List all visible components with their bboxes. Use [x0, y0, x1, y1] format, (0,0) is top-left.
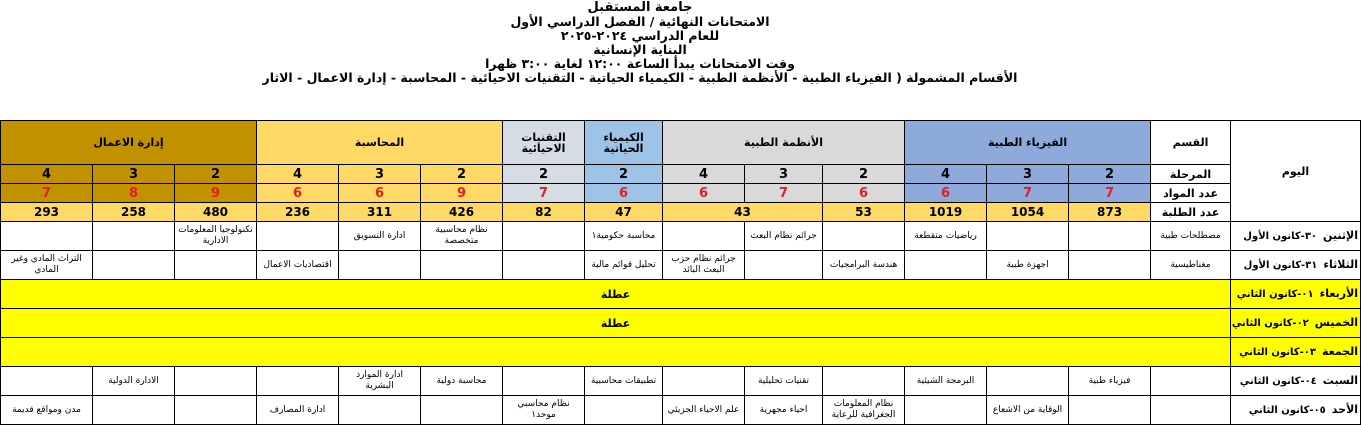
subjects-value: 7	[1, 184, 93, 203]
exam-cell: تقنيات تحليلية	[745, 367, 823, 396]
subjects-value: 6	[339, 184, 421, 203]
department-header: إدارة الاعمال	[1, 121, 257, 165]
department-header: الفيزياء الطبية	[905, 121, 1151, 165]
exam-cell	[93, 222, 175, 251]
day-name: السبت	[1322, 374, 1359, 387]
students-value: 311	[339, 203, 421, 222]
students-value: 236	[257, 203, 339, 222]
subjects-value: 6	[905, 184, 987, 203]
exam-cell: اقتصاديات الاعمال	[257, 251, 339, 280]
day-name: الخميس	[1314, 316, 1359, 329]
exam-cell	[1151, 367, 1231, 396]
exam-cell: جرائم نظام حزب البعث البائد	[663, 251, 745, 280]
stage-value: 2	[823, 165, 905, 184]
holiday-cell	[1, 338, 1231, 367]
exam-cell: البرمجة الشيئية	[905, 367, 987, 396]
header	[0, 0, 1280, 85]
students-value: 480	[175, 203, 257, 222]
subjects-value: 9	[175, 184, 257, 203]
exam-cell: الوقاية من الاشعاع	[987, 396, 1069, 425]
stage-value: 3	[987, 165, 1069, 184]
exam-cell	[93, 396, 175, 425]
students-value: 43	[663, 203, 823, 222]
stage-value: 2	[421, 165, 503, 184]
time-title: وقت الامتحانات يبدأ الساعة ١٢:٠٠ لغاية ٣:٠٠ ظهرا	[485, 56, 795, 71]
stage-label: المرحلة	[1151, 165, 1231, 184]
exam-cell	[339, 251, 421, 280]
day-cell	[1231, 309, 1361, 338]
exam-cell: مصطلحات طبية	[1151, 222, 1231, 251]
exam-cell	[745, 251, 823, 280]
exam-cell: تطبيقات محاسبية	[585, 367, 663, 396]
exam-cell	[339, 396, 421, 425]
students-value: 1054	[987, 203, 1069, 222]
subjects-value: 7	[745, 184, 823, 203]
university-title: جامعة المستقبل	[587, 0, 693, 15]
subjects-label: عدد المواد	[1151, 184, 1231, 203]
stage-value: 4	[905, 165, 987, 184]
exam-cell	[1151, 396, 1231, 425]
exam-cell	[175, 396, 257, 425]
stage-value: 3	[745, 165, 823, 184]
stage-value: 2	[503, 165, 585, 184]
students-value: 1019	[905, 203, 987, 222]
students-label: عدد الطلبة	[1151, 203, 1231, 222]
stage-value: 2	[1069, 165, 1151, 184]
exam-cell: اجهزة طبية	[987, 251, 1069, 280]
subjects-value: 6	[257, 184, 339, 203]
exams-title: الامتحانات النهائية / الفصل الدراسي الأول	[510, 14, 770, 29]
exam-cell: الادارة الدولية	[93, 367, 175, 396]
exam-cell: نظام المعلومات الجغرافية للرعاية	[823, 396, 905, 425]
day-date: ٠١-كانون الثاني	[1236, 289, 1314, 300]
exam-cell	[987, 222, 1069, 251]
stage-value: 4	[257, 165, 339, 184]
exam-cell: رياضيات متقطعة	[905, 222, 987, 251]
exam-cell	[823, 222, 905, 251]
exam-cell: تكنولوجيا المعلومات الادارية	[175, 222, 257, 251]
department-header: الأنظمة الطبية	[663, 121, 905, 165]
day-date: ٣١-كانون الأول	[1243, 260, 1318, 271]
department-label: القسم	[1151, 121, 1231, 165]
exam-cell	[987, 367, 1069, 396]
holiday-cell: عطلة	[1, 309, 1231, 338]
students-value: 293	[1, 203, 93, 222]
departments-title: الأقسام المشمولة ( الفيزياء الطبية - الأنظمة الطبية - الكيمياء الحياتية - التقنيات الاحيائية - المحاسبة - إدارة الاعمال - الاثار	[262, 70, 1018, 85]
day-cell	[1231, 338, 1361, 367]
exam-cell	[1, 222, 93, 251]
stage-value: 2	[585, 165, 663, 184]
day-date: ٣٠-كانون الأول	[1243, 231, 1318, 242]
exam-cell: فيزياء طبية	[1069, 367, 1151, 396]
exam-cell	[93, 251, 175, 280]
day-cell	[1231, 396, 1361, 425]
students-value: 426	[421, 203, 503, 222]
students-value: 47	[585, 203, 663, 222]
day-name: الجمعة	[1321, 345, 1359, 358]
day-name: الأحد	[1331, 403, 1359, 416]
stage-value: 3	[339, 165, 421, 184]
exam-cell	[175, 251, 257, 280]
students-value: 873	[1069, 203, 1151, 222]
exam-cell: ادارة الموارد البشرية	[339, 367, 421, 396]
exam-cell	[503, 251, 585, 280]
day-header: اليوم	[1231, 121, 1361, 222]
day-name: الإثنين	[1323, 229, 1359, 242]
day-name: الأربعاء	[1319, 287, 1359, 300]
exam-cell	[175, 367, 257, 396]
exam-cell: هندسة البرامجيات	[823, 251, 905, 280]
exam-cell	[905, 251, 987, 280]
exam-cell: محاسبة حكومية١	[585, 222, 663, 251]
day-date: ٠٣-كانون الثاني	[1239, 347, 1316, 358]
exam-cell	[1, 367, 93, 396]
subjects-value: 8	[93, 184, 175, 203]
subjects-value: 7	[987, 184, 1069, 203]
exam-cell: مغناطيسية	[1151, 251, 1231, 280]
exam-table	[0, 120, 1359, 425]
exam-cell	[503, 222, 585, 251]
exam-cell	[503, 367, 585, 396]
subjects-value: 6	[823, 184, 905, 203]
exam-cell	[823, 367, 905, 396]
day-cell	[1231, 367, 1361, 396]
exam-cell: نظام محاسبية متخصصة	[421, 222, 503, 251]
department-header: المحاسبة	[257, 121, 503, 165]
subjects-value: 6	[585, 184, 663, 203]
day-cell	[1231, 280, 1361, 309]
students-value: 82	[503, 203, 585, 222]
stage-value: 4	[1, 165, 93, 184]
exam-cell: تحليل قوائم مالية	[585, 251, 663, 280]
exam-cell: مدن ومواقع قديمة	[1, 396, 93, 425]
exam-cell	[257, 367, 339, 396]
department-header: الكيمياء الحياتية	[585, 121, 663, 165]
day-cell	[1231, 222, 1361, 251]
exam-cell: ادارة التسويق	[339, 222, 421, 251]
stage-value: 2	[175, 165, 257, 184]
day-date: ٠٥-كانون الثاني	[1248, 405, 1326, 416]
exam-cell	[257, 222, 339, 251]
exam-cell	[421, 251, 503, 280]
exam-cell: التراث المادي وغير المادي	[1, 251, 93, 280]
day-name: الثلاثاء	[1323, 258, 1359, 271]
exam-cell	[585, 396, 663, 425]
stage-value: 3	[93, 165, 175, 184]
exam-cell	[663, 367, 745, 396]
subjects-value: 9	[421, 184, 503, 203]
holiday-cell: عطلة	[1, 280, 1231, 309]
exam-cell	[1069, 396, 1151, 425]
exam-cell	[1069, 222, 1151, 251]
building-title: البناية الإنسانية	[593, 42, 687, 57]
students-value: 258	[93, 203, 175, 222]
exam-cell: ادارة المصارف	[257, 396, 339, 425]
day-date: ٠٤-كانون الثاني	[1239, 376, 1317, 387]
students-value: 53	[823, 203, 905, 222]
exam-cell: احياء مجهرية	[745, 396, 823, 425]
exam-cell: علم الاحياء الجزيئي	[663, 396, 745, 425]
exam-cell	[1069, 251, 1151, 280]
exam-cell	[421, 396, 503, 425]
stage-value: 4	[663, 165, 745, 184]
subjects-value: 7	[1069, 184, 1151, 203]
subjects-value: 7	[503, 184, 585, 203]
exam-cell	[905, 396, 987, 425]
day-date: ٠٢-كانون الثاني	[1231, 318, 1309, 329]
year-title: للعام الدراسي ٢٠٢٤-٢٠٢٥	[560, 28, 720, 43]
exam-cell: جرائم نظام البعث	[745, 222, 823, 251]
subjects-value: 6	[663, 184, 745, 203]
day-cell	[1231, 251, 1361, 280]
department-header: التقنيات الاحيائية	[503, 121, 585, 165]
exam-cell: محاسبة دولية	[421, 367, 503, 396]
exam-cell	[663, 222, 745, 251]
exam-cell: نظام محاسبي موحد١	[503, 396, 585, 425]
